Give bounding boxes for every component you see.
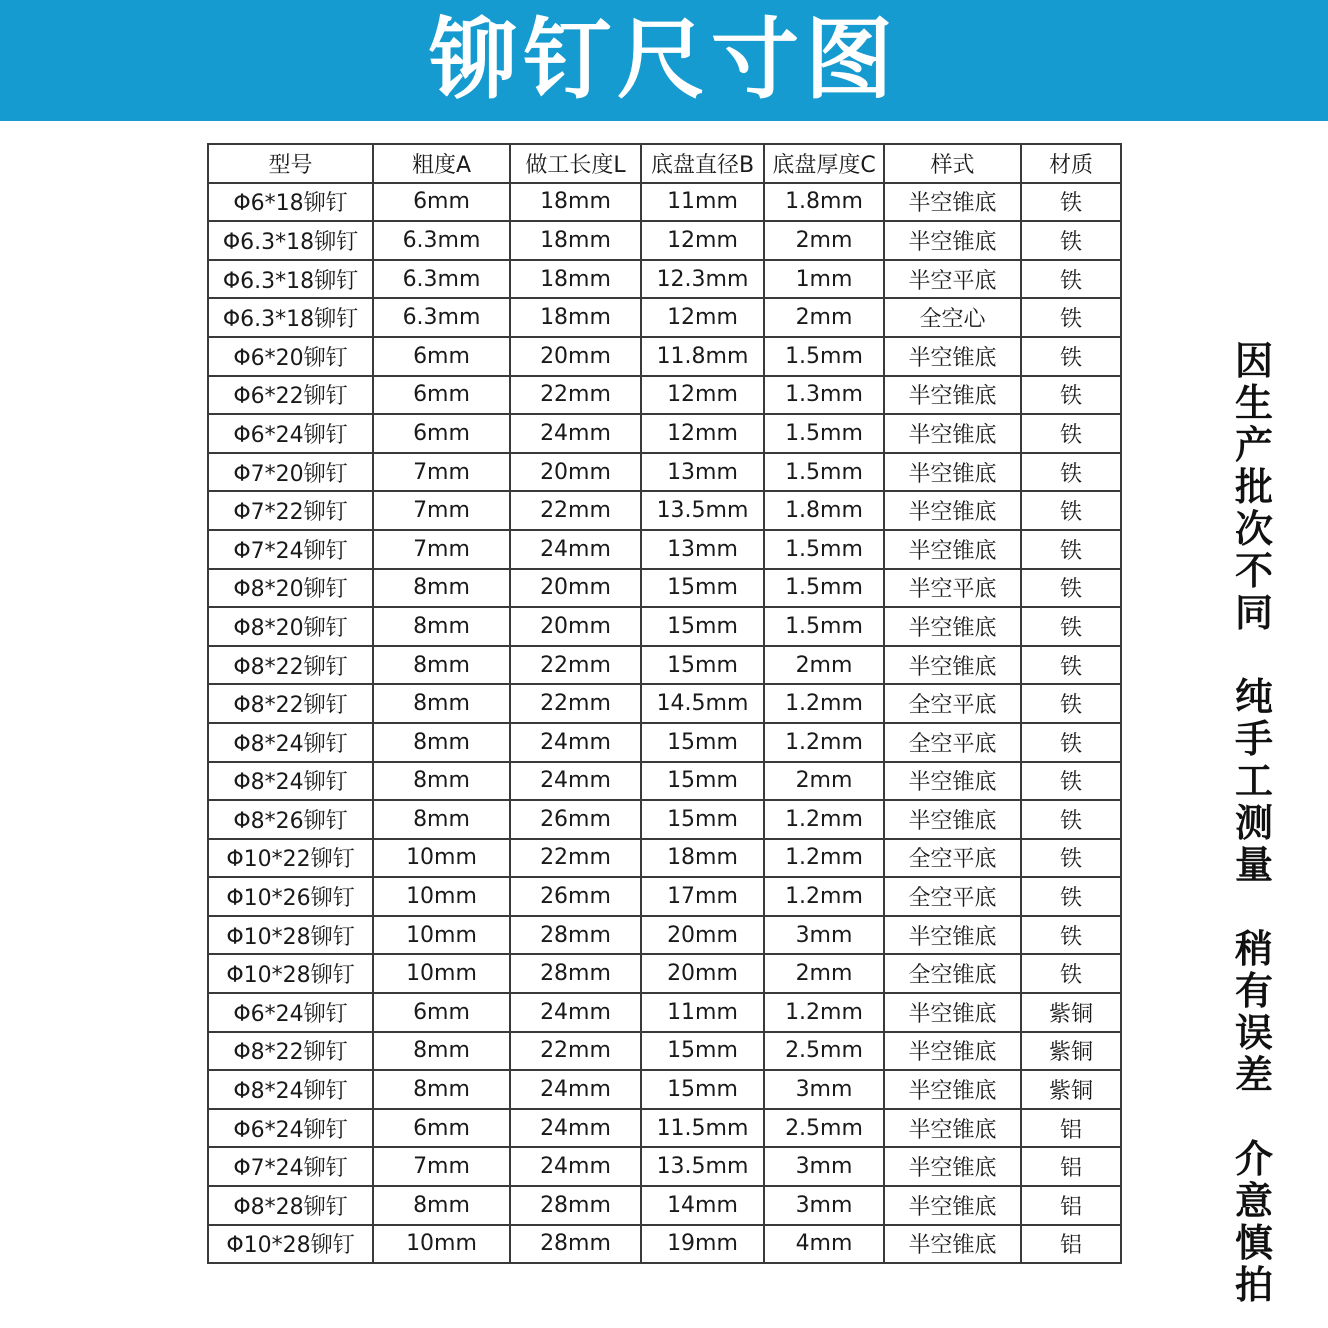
title-banner bbox=[0, 0, 1328, 121]
table-row bbox=[208, 1070, 1121, 1109]
table-row bbox=[208, 221, 1121, 260]
cell-style: 半空锥底 bbox=[884, 1109, 1021, 1148]
table-row bbox=[208, 1032, 1121, 1071]
column-header-material: 材质 bbox=[1021, 144, 1121, 183]
cell-model: Φ10*28铆钉 bbox=[208, 916, 373, 955]
cell-style: 全空平底 bbox=[884, 877, 1021, 916]
cell-base-diameter: 15mm bbox=[641, 607, 764, 646]
cell-model: Φ6*18铆钉 bbox=[208, 183, 373, 222]
cell-diameter: 8mm bbox=[373, 762, 510, 801]
cell-base-diameter: 13mm bbox=[641, 530, 764, 569]
table-row bbox=[208, 530, 1121, 569]
table-row bbox=[208, 1147, 1121, 1186]
table-row bbox=[208, 260, 1121, 299]
cell-length: 24mm bbox=[510, 723, 641, 762]
cell-model: Φ8*26铆钉 bbox=[208, 800, 373, 839]
cell-material: 铁 bbox=[1021, 260, 1121, 299]
side-note-gap bbox=[1232, 1096, 1276, 1138]
table-row bbox=[208, 1109, 1121, 1148]
cell-model: Φ8*22铆钉 bbox=[208, 1032, 373, 1071]
cell-style: 半空锥底 bbox=[884, 376, 1021, 415]
cell-base-diameter: 20mm bbox=[641, 954, 764, 993]
cell-length: 24mm bbox=[510, 530, 641, 569]
cell-base-diameter: 15mm bbox=[641, 800, 764, 839]
cell-diameter: 8mm bbox=[373, 646, 510, 685]
cell-base-thickness: 2mm bbox=[764, 221, 884, 260]
cell-base-thickness: 1.2mm bbox=[764, 723, 884, 762]
cell-diameter: 8mm bbox=[373, 607, 510, 646]
cell-model: Φ7*20铆钉 bbox=[208, 453, 373, 492]
table-row bbox=[208, 1186, 1121, 1225]
cell-model: Φ8*20铆钉 bbox=[208, 607, 373, 646]
cell-model: Φ10*26铆钉 bbox=[208, 877, 373, 916]
cell-style: 半空锥底 bbox=[884, 800, 1021, 839]
table-row bbox=[208, 646, 1121, 685]
cell-diameter: 6mm bbox=[373, 337, 510, 376]
cell-base-diameter: 20mm bbox=[641, 916, 764, 955]
cell-diameter: 7mm bbox=[373, 453, 510, 492]
cell-base-thickness: 1.2mm bbox=[764, 993, 884, 1032]
cell-material: 铁 bbox=[1021, 954, 1121, 993]
cell-style: 半空锥底 bbox=[884, 414, 1021, 453]
cell-style: 半空锥底 bbox=[884, 1225, 1021, 1264]
cell-model: Φ8*28铆钉 bbox=[208, 1186, 373, 1225]
column-header-base-thickness: 底盘厚度C bbox=[764, 144, 884, 183]
cell-model: Φ6.3*18铆钉 bbox=[208, 221, 373, 260]
cell-model: Φ6*22铆钉 bbox=[208, 376, 373, 415]
cell-diameter: 6mm bbox=[373, 993, 510, 1032]
cell-base-diameter: 12.3mm bbox=[641, 260, 764, 299]
cell-base-thickness: 3mm bbox=[764, 1147, 884, 1186]
table-row bbox=[208, 453, 1121, 492]
table-row bbox=[208, 762, 1121, 801]
side-note-phrase: 介意慎拍 bbox=[1234, 1137, 1273, 1307]
column-header-model: 型号 bbox=[208, 144, 373, 183]
cell-base-thickness: 1.5mm bbox=[764, 607, 884, 646]
cell-model: Φ7*22铆钉 bbox=[208, 491, 373, 530]
cell-length: 28mm bbox=[510, 954, 641, 993]
cell-diameter: 6mm bbox=[373, 414, 510, 453]
cell-material: 铝 bbox=[1021, 1147, 1121, 1186]
cell-style: 半空锥底 bbox=[884, 221, 1021, 260]
cell-model: Φ6.3*18铆钉 bbox=[208, 298, 373, 337]
table-row bbox=[208, 298, 1121, 337]
cell-style: 全空平底 bbox=[884, 839, 1021, 878]
cell-material: 铁 bbox=[1021, 916, 1121, 955]
cell-base-thickness: 1.5mm bbox=[764, 569, 884, 608]
table-row bbox=[208, 684, 1121, 723]
cell-base-thickness: 2mm bbox=[764, 954, 884, 993]
side-note-phrase: 纯手工测量 bbox=[1234, 675, 1273, 887]
cell-model: Φ6*24铆钉 bbox=[208, 414, 373, 453]
cell-diameter: 6mm bbox=[373, 183, 510, 222]
cell-diameter: 7mm bbox=[373, 1147, 510, 1186]
cell-material: 铝 bbox=[1021, 1225, 1121, 1264]
cell-base-diameter: 15mm bbox=[641, 723, 764, 762]
side-note-phrase: 因生产批次不同 bbox=[1234, 339, 1273, 635]
cell-length: 20mm bbox=[510, 337, 641, 376]
cell-base-diameter: 12mm bbox=[641, 298, 764, 337]
cell-style: 半空锥底 bbox=[884, 183, 1021, 222]
cell-diameter: 8mm bbox=[373, 723, 510, 762]
cell-model: Φ8*24铆钉 bbox=[208, 723, 373, 762]
side-note bbox=[1232, 340, 1276, 1306]
table-row bbox=[208, 723, 1121, 762]
cell-diameter: 6mm bbox=[373, 376, 510, 415]
table-row bbox=[208, 183, 1121, 222]
cell-style: 半空平底 bbox=[884, 260, 1021, 299]
cell-base-diameter: 18mm bbox=[641, 839, 764, 878]
cell-base-thickness: 1.5mm bbox=[764, 453, 884, 492]
cell-diameter: 6.3mm bbox=[373, 221, 510, 260]
cell-material: 铁 bbox=[1021, 684, 1121, 723]
cell-style: 半空锥底 bbox=[884, 993, 1021, 1032]
page-title: 铆钉尺寸图 bbox=[428, 8, 899, 111]
table-row bbox=[208, 877, 1121, 916]
side-note-gap bbox=[1232, 634, 1276, 676]
cell-base-thickness: 1.5mm bbox=[764, 414, 884, 453]
cell-model: Φ6*20铆钉 bbox=[208, 337, 373, 376]
cell-model: Φ8*24铆钉 bbox=[208, 762, 373, 801]
cell-style: 半空锥底 bbox=[884, 530, 1021, 569]
cell-style: 半空锥底 bbox=[884, 337, 1021, 376]
cell-base-diameter: 11mm bbox=[641, 993, 764, 1032]
table-row bbox=[208, 376, 1121, 415]
cell-base-thickness: 3mm bbox=[764, 1186, 884, 1225]
table-row bbox=[208, 337, 1121, 376]
cell-style: 全空心 bbox=[884, 298, 1021, 337]
cell-base-thickness: 1mm bbox=[764, 260, 884, 299]
table-row bbox=[208, 1225, 1121, 1264]
cell-material: 紫铜 bbox=[1021, 1070, 1121, 1109]
cell-material: 铁 bbox=[1021, 723, 1121, 762]
cell-length: 24mm bbox=[510, 414, 641, 453]
column-header-base-diameter: 底盘直径B bbox=[641, 144, 764, 183]
column-header-length: 做工长度L bbox=[510, 144, 641, 183]
column-header-style: 样式 bbox=[884, 144, 1021, 183]
cell-model: Φ8*22铆钉 bbox=[208, 684, 373, 723]
cell-base-diameter: 15mm bbox=[641, 1070, 764, 1109]
cell-length: 22mm bbox=[510, 1032, 641, 1071]
cell-material: 铁 bbox=[1021, 839, 1121, 878]
cell-base-diameter: 15mm bbox=[641, 646, 764, 685]
cell-material: 铁 bbox=[1021, 221, 1121, 260]
cell-base-diameter: 14.5mm bbox=[641, 684, 764, 723]
cell-base-diameter: 15mm bbox=[641, 569, 764, 608]
cell-style: 全空平底 bbox=[884, 684, 1021, 723]
cell-model: Φ6.3*18铆钉 bbox=[208, 260, 373, 299]
cell-length: 26mm bbox=[510, 877, 641, 916]
cell-style: 半空锥底 bbox=[884, 607, 1021, 646]
table-row bbox=[208, 491, 1121, 530]
cell-length: 24mm bbox=[510, 1070, 641, 1109]
cell-style: 半空锥底 bbox=[884, 1186, 1021, 1225]
cell-material: 紫铜 bbox=[1021, 993, 1121, 1032]
cell-diameter: 8mm bbox=[373, 684, 510, 723]
cell-base-thickness: 1.2mm bbox=[764, 839, 884, 878]
cell-material: 紫铜 bbox=[1021, 1032, 1121, 1071]
cell-diameter: 6mm bbox=[373, 1109, 510, 1148]
cell-base-diameter: 12mm bbox=[641, 221, 764, 260]
table-row bbox=[208, 607, 1121, 646]
cell-diameter: 8mm bbox=[373, 1032, 510, 1071]
cell-base-diameter: 15mm bbox=[641, 1032, 764, 1071]
cell-material: 铁 bbox=[1021, 607, 1121, 646]
cell-base-diameter: 11.8mm bbox=[641, 337, 764, 376]
cell-base-diameter: 19mm bbox=[641, 1225, 764, 1264]
cell-style: 全空平底 bbox=[884, 723, 1021, 762]
cell-material: 铁 bbox=[1021, 877, 1121, 916]
cell-base-thickness: 1.3mm bbox=[764, 376, 884, 415]
table-header-row bbox=[208, 144, 1121, 183]
cell-base-diameter: 13.5mm bbox=[641, 1147, 764, 1186]
cell-length: 26mm bbox=[510, 800, 641, 839]
table-row bbox=[208, 800, 1121, 839]
cell-length: 20mm bbox=[510, 569, 641, 608]
cell-diameter: 10mm bbox=[373, 877, 510, 916]
table-row bbox=[208, 993, 1121, 1032]
cell-model: Φ10*28铆钉 bbox=[208, 1225, 373, 1264]
table-row bbox=[208, 839, 1121, 878]
column-header-diameter: 粗度A bbox=[373, 144, 510, 183]
cell-style: 半空锥底 bbox=[884, 1070, 1021, 1109]
cell-base-thickness: 2mm bbox=[764, 646, 884, 685]
cell-diameter: 8mm bbox=[373, 800, 510, 839]
cell-length: 24mm bbox=[510, 1147, 641, 1186]
cell-base-thickness: 1.5mm bbox=[764, 530, 884, 569]
cell-model: Φ7*24铆钉 bbox=[208, 1147, 373, 1186]
cell-base-thickness: 3mm bbox=[764, 1070, 884, 1109]
cell-style: 半空锥底 bbox=[884, 1147, 1021, 1186]
cell-length: 18mm bbox=[510, 298, 641, 337]
cell-style: 半空锥底 bbox=[884, 491, 1021, 530]
cell-diameter: 7mm bbox=[373, 530, 510, 569]
cell-base-thickness: 3mm bbox=[764, 916, 884, 955]
cell-base-diameter: 11.5mm bbox=[641, 1109, 764, 1148]
cell-base-thickness: 2.5mm bbox=[764, 1109, 884, 1148]
cell-base-thickness: 1.5mm bbox=[764, 337, 884, 376]
cell-length: 22mm bbox=[510, 376, 641, 415]
cell-base-thickness: 1.2mm bbox=[764, 877, 884, 916]
cell-diameter: 6.3mm bbox=[373, 298, 510, 337]
cell-material: 铝 bbox=[1021, 1109, 1121, 1148]
cell-model: Φ10*22铆钉 bbox=[208, 839, 373, 878]
cell-material: 铁 bbox=[1021, 337, 1121, 376]
cell-length: 22mm bbox=[510, 839, 641, 878]
cell-material: 铁 bbox=[1021, 569, 1121, 608]
cell-length: 24mm bbox=[510, 993, 641, 1032]
cell-diameter: 10mm bbox=[373, 1225, 510, 1264]
cell-base-diameter: 11mm bbox=[641, 183, 764, 222]
cell-diameter: 10mm bbox=[373, 954, 510, 993]
cell-base-thickness: 2mm bbox=[764, 762, 884, 801]
cell-length: 22mm bbox=[510, 684, 641, 723]
cell-model: Φ8*24铆钉 bbox=[208, 1070, 373, 1109]
cell-diameter: 10mm bbox=[373, 916, 510, 955]
cell-base-diameter: 14mm bbox=[641, 1186, 764, 1225]
cell-model: Φ10*28铆钉 bbox=[208, 954, 373, 993]
rivet-size-table bbox=[207, 143, 1122, 1264]
cell-length: 28mm bbox=[510, 916, 641, 955]
cell-diameter: 8mm bbox=[373, 1186, 510, 1225]
cell-style: 半空平底 bbox=[884, 569, 1021, 608]
cell-material: 铁 bbox=[1021, 183, 1121, 222]
cell-material: 铁 bbox=[1021, 376, 1121, 415]
cell-diameter: 8mm bbox=[373, 569, 510, 608]
cell-base-diameter: 17mm bbox=[641, 877, 764, 916]
cell-style: 半空锥底 bbox=[884, 916, 1021, 955]
table-row bbox=[208, 414, 1121, 453]
cell-length: 24mm bbox=[510, 762, 641, 801]
cell-base-diameter: 13.5mm bbox=[641, 491, 764, 530]
table-row bbox=[208, 916, 1121, 955]
cell-model: Φ8*22铆钉 bbox=[208, 646, 373, 685]
cell-material: 铁 bbox=[1021, 800, 1121, 839]
cell-length: 18mm bbox=[510, 260, 641, 299]
cell-style: 半空锥底 bbox=[884, 762, 1021, 801]
cell-base-thickness: 1.8mm bbox=[764, 183, 884, 222]
cell-base-diameter: 13mm bbox=[641, 453, 764, 492]
cell-base-thickness: 1.2mm bbox=[764, 684, 884, 723]
cell-style: 半空锥底 bbox=[884, 1032, 1021, 1071]
cell-material: 铁 bbox=[1021, 453, 1121, 492]
cell-length: 28mm bbox=[510, 1225, 641, 1264]
cell-diameter: 6.3mm bbox=[373, 260, 510, 299]
cell-base-thickness: 1.2mm bbox=[764, 800, 884, 839]
cell-diameter: 8mm bbox=[373, 1070, 510, 1109]
cell-material: 铁 bbox=[1021, 646, 1121, 685]
side-note-phrase: 稍有误差 bbox=[1234, 927, 1273, 1097]
cell-model: Φ6*24铆钉 bbox=[208, 1109, 373, 1148]
cell-material: 铁 bbox=[1021, 491, 1121, 530]
cell-material: 铁 bbox=[1021, 762, 1121, 801]
cell-length: 18mm bbox=[510, 221, 641, 260]
table-row bbox=[208, 954, 1121, 993]
cell-length: 20mm bbox=[510, 453, 641, 492]
table-row bbox=[208, 569, 1121, 608]
cell-diameter: 7mm bbox=[373, 491, 510, 530]
cell-material: 铁 bbox=[1021, 298, 1121, 337]
cell-length: 18mm bbox=[510, 183, 641, 222]
cell-style: 半空锥底 bbox=[884, 453, 1021, 492]
cell-length: 20mm bbox=[510, 607, 641, 646]
cell-base-diameter: 15mm bbox=[641, 762, 764, 801]
cell-material: 铁 bbox=[1021, 530, 1121, 569]
cell-base-thickness: 1.8mm bbox=[764, 491, 884, 530]
cell-style: 全空锥底 bbox=[884, 954, 1021, 993]
cell-material: 铝 bbox=[1021, 1186, 1121, 1225]
cell-base-thickness: 2.5mm bbox=[764, 1032, 884, 1071]
cell-model: Φ6*24铆钉 bbox=[208, 993, 373, 1032]
cell-base-thickness: 4mm bbox=[764, 1225, 884, 1264]
cell-base-thickness: 2mm bbox=[764, 298, 884, 337]
cell-base-diameter: 12mm bbox=[641, 414, 764, 453]
cell-model: Φ7*24铆钉 bbox=[208, 530, 373, 569]
cell-length: 24mm bbox=[510, 1109, 641, 1148]
side-note-gap bbox=[1232, 886, 1276, 928]
cell-base-diameter: 12mm bbox=[641, 376, 764, 415]
cell-length: 28mm bbox=[510, 1186, 641, 1225]
cell-length: 22mm bbox=[510, 491, 641, 530]
cell-length: 22mm bbox=[510, 646, 641, 685]
cell-diameter: 10mm bbox=[373, 839, 510, 878]
cell-material: 铁 bbox=[1021, 414, 1121, 453]
cell-style: 半空锥底 bbox=[884, 646, 1021, 685]
cell-model: Φ8*20铆钉 bbox=[208, 569, 373, 608]
